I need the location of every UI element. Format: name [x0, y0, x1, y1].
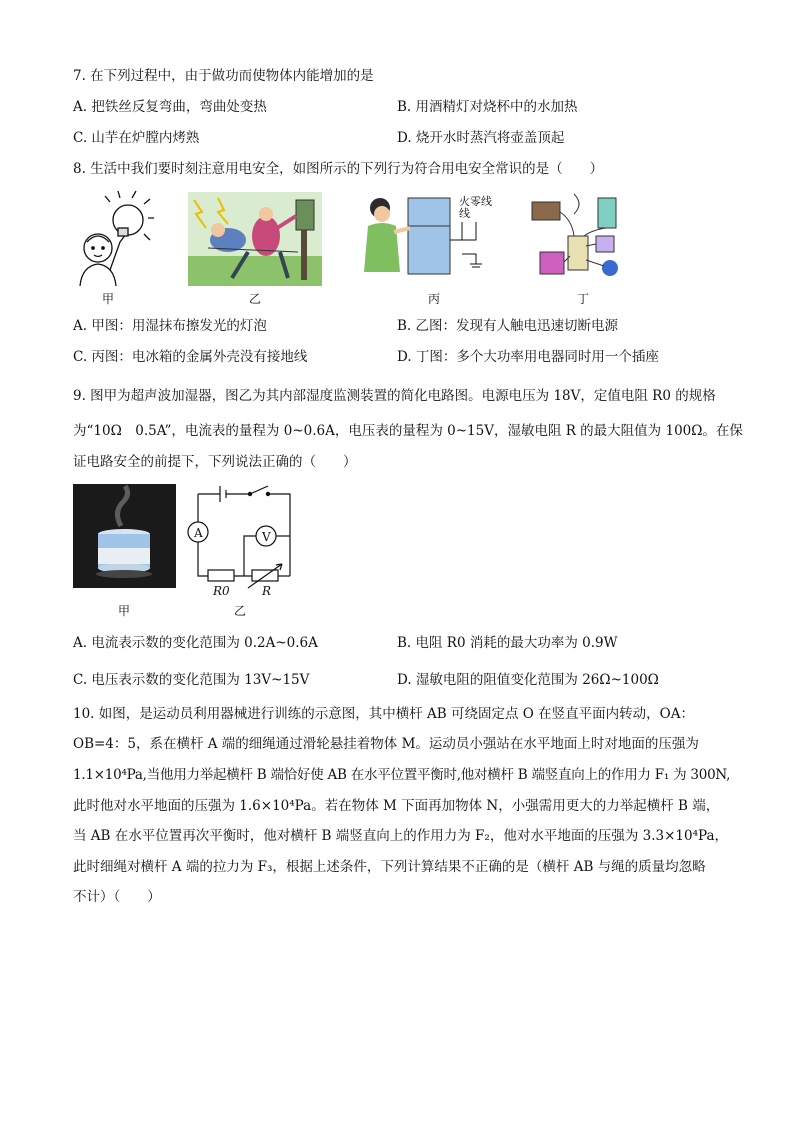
- q7-option-b: B. 用酒精灯对烧杯中的水加热: [397, 99, 578, 115]
- q9-option-a: A. 电流表示数的变化范围为 0.2A~0.6A: [73, 635, 318, 651]
- q8-label-yi: 乙: [249, 292, 262, 306]
- q10-line-6: 此时细绳对横杆 A 端的拉力为 F₃，根据上述条件，下列计算结果不正确的是（横杆 AB 与绳的质量均忽略: [73, 859, 706, 875]
- q10-line-5: 当 AB 在水平位置再次平衡时，他对横杆 B 端竖直向上的作用力为 F₂，他对水平地面的压强为 3.3×10⁴Pa，: [73, 828, 729, 844]
- q9-ammeter-label: A: [194, 526, 203, 540]
- q9-r-label: R: [262, 584, 272, 598]
- q8-label-bing: 丙: [428, 292, 441, 306]
- q9-option-c: C. 电压表示数的变化范围为 13V~15V: [73, 672, 310, 688]
- q8-option-d: D. 丁图：多个大功率用电器同时用一个插座: [397, 349, 659, 365]
- q8-figure-jia: [70, 190, 154, 286]
- q9-figure-circuit: [186, 480, 296, 602]
- q9-stem-line3: 证电路安全的前提下，下列说法正确的（ ）: [73, 454, 357, 470]
- q7-stem: 7. 在下列过程中，由于做功而使物体内能增加的是: [73, 68, 374, 84]
- q8-option-a: A. 甲图：用湿抹布擦发光的灯泡: [73, 318, 267, 334]
- q8-figure-ding: [528, 190, 632, 286]
- q7-option-a: A. 把铁丝反复弯曲，弯曲处变热: [73, 99, 267, 115]
- q10-line-3: 1.1×10⁴Pa,当他用力举起横杆 B 端恰好使 AB 在水平位置平衡时,他对横杆 B 端竖直向上的作用力 F₁ 为 300N,: [73, 767, 731, 783]
- q8-stem: 8. 生活中我们要时刻注意用电安全，如图所示的下列行为符合用电安全常识的是（ ）: [73, 161, 604, 177]
- q8-figure-yi: [188, 192, 322, 286]
- q10-line-1: 10. 如图，是运动员利用器械进行训练的示意图，其中横杆 AB 可绕固定点 O 在竖直平面内转动，OA：: [73, 706, 694, 722]
- q7-option-c: C. 山芋在炉膛内烤熟: [73, 130, 200, 146]
- q7-option-d: D. 烧开水时蒸汽将壶盖顶起: [397, 130, 565, 146]
- q9-option-b: B. 电阻 R0 消耗的最大功率为 0.9W: [397, 635, 618, 651]
- q8-option-b: B. 乙图：发现有人触电迅速切断电源: [397, 318, 619, 334]
- q8-label-ding: 丁: [577, 292, 590, 306]
- q9-figure-humidifier: [73, 484, 176, 588]
- q9-stem-line2: 为“10Ω 0.5A”，电流表的量程为 0~0.6A，电压表的量程为 0~15V，湿敏电阻 R 的最大阻值为 100Ω。在保: [73, 423, 743, 439]
- q9-label-jia: 甲: [118, 604, 131, 618]
- q8-option-c: C. 丙图：电冰箱的金属外壳没有接地线: [73, 349, 308, 365]
- q9-stem-line1: 9. 图甲为超声波加湿器，图乙为其内部湿度监测装置的简化电路图。电源电压为 18V，定值电阻 R0 的规格: [73, 388, 716, 404]
- q9-option-d: D. 湿敏电阻的阻值变化范围为 26Ω~100Ω: [397, 672, 659, 688]
- q10-line-7: 不计）（ ）: [73, 889, 161, 905]
- q9-r0-label: R0: [213, 584, 230, 598]
- q8-label-jia: 甲: [102, 292, 115, 306]
- q10-line-4: 此时他对水平地面的压强为 1.6×10⁴Pa。若在物体 M 下面再加物体 N，小强需用更大的力举起横杆 B 端，: [73, 798, 720, 814]
- q9-label-yi: 乙: [234, 604, 247, 618]
- q9-voltmeter-label: V: [262, 530, 271, 544]
- q8-bing-wire-label: 火零线线: [459, 195, 492, 220]
- q10-line-2: OB=4：5，系在横杆 A 端的细绳通过滑轮悬挂着物体 M。运动员小强站在水平地面上时对地面的压强为: [73, 736, 699, 752]
